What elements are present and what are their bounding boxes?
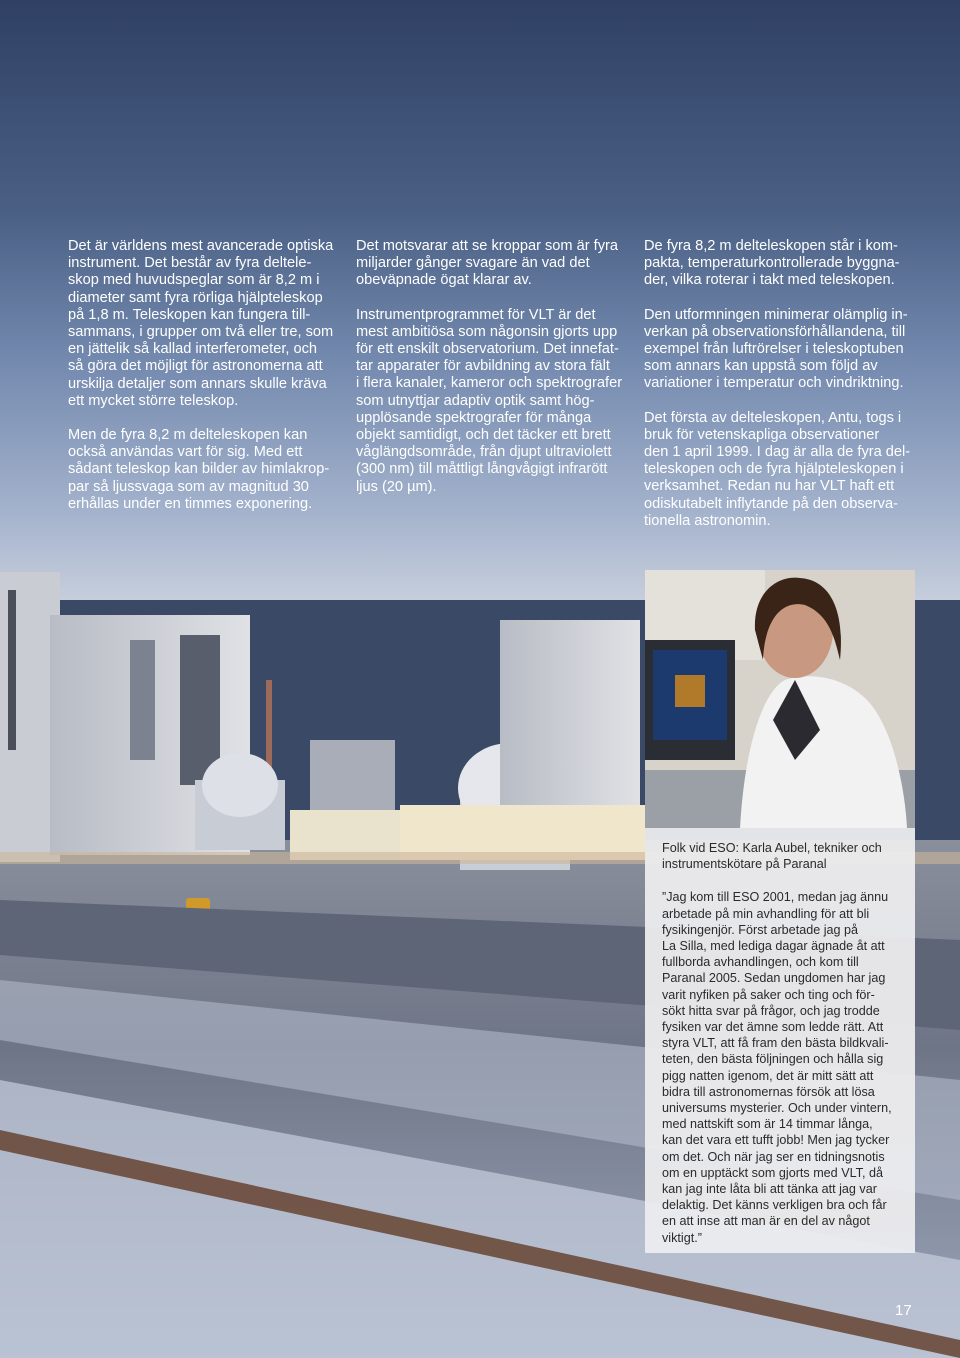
portrait-photo <box>645 570 915 828</box>
quote-text: ”Jag kom till ESO 2001, medan jag ännu arbetade på min avhandling för att bli fysikingenjör. Först arbetade jag på La Silla, med lediga dagar ägnade åt att fullborda avhandlingen, och kom till Paranal 2005. Sedan ungdomen har jag varit nyfiken på saker och ting och för- sökt hitta svar på frågor, och jag trodde fysiken var det ämne som ledde rätt. Att styra VLT, att få fram den bästa bildkvali- teten, den bästa följningen och hålla sig pigg natten igenom, det är mitt sätt att bidra till astronomernas försök att lösa universums mysterier. Och under vintern, med nattskift som är 14 timmar långa, kan det vara ett tufft jobb! Men jag tycker om det. Och när jag ser en tidningsnotis om en upptäckt som gjorts med VLT, då kan jag inte låta bli att tänka att jag var delaktig. Det känns verkligen bra och får en att inse att man är en del av något viktigt.” <box>662 890 892 1245</box>
paragraph: Det motsvarar att se kroppar som är fyra miljarder gånger svagare än vad det obeväpnade ögat klarar av. <box>356 238 618 289</box>
paragraph: Instrumentprogrammet för VLT är det mest ambitiösa som någonsin gjorts upp för ett enskilt observatorium. Det innefat- tar apparater för avbildning av stora fält i flera kanaler, kameror och spektrografer som utnyttjar adaptiv optik samt hög- upplösande spektrografer för många objekt samtidigt, och det täcker ett brett våglängdsområde, från djupt ultraviolett (300 nm) till måttligt långvågigt infrarött ljus (20 µm). <box>356 306 623 495</box>
photo-caption: Folk vid ESO: Karla Aubel, tekniker och instrumentskötare på Paranal <box>662 841 882 872</box>
page-number: 17 <box>895 1302 912 1319</box>
paragraph: Men de fyra 8,2 m delteleskopen kan också användas vart för sig. Med ett sådant teleskop kan bilder av himlakrop- par så ljussvaga som av magnitud 30 erhållas under en timmes exponering. <box>68 427 330 512</box>
text-column-2 <box>356 238 628 513</box>
paragraph: Det första av delteleskopen, Antu, togs i bruk för vetenskapliga observationer den 1 april 1999. I dag är alla de fyra del- teleskopen och de fyra hjälpteleskopen i verksamhet. Redan nu har VLT haft ett odiskutabelt inflytande på den observa- tionella astronomin. <box>644 409 911 529</box>
paragraph: De fyra 8,2 m delteleskopen står i kom- pakta, temperaturkontrollerade byggna- der, vilka roterar i takt med teleskopen. <box>644 238 900 289</box>
interview-sidebar <box>645 828 915 1253</box>
text-column-3 <box>644 238 916 547</box>
paragraph: Den utformningen minimerar olämplig in- verkan på observationsförhållandena, till exempel från luftrörelser i teleskoptuben som annars kan uppstå som följd av variationer i temperatur och vindriktning. <box>644 306 908 392</box>
text-column-1 <box>68 238 340 530</box>
paragraph: Det är världens mest avancerade optiska instrument. Det består av fyra deltele- skop med huvudspeglar som är 8,2 m i diameter samt fyra rörliga hjälpteleskop på 1,8 m. Teleskopen kan fungera till- sammans, i grupper om två eller tre, som en jättelik så kallad interferometer, och så göra det möjligt för astronomerna att urskilja detaljer som annars skulle kräva ett mycket större teleskop. <box>68 238 334 409</box>
